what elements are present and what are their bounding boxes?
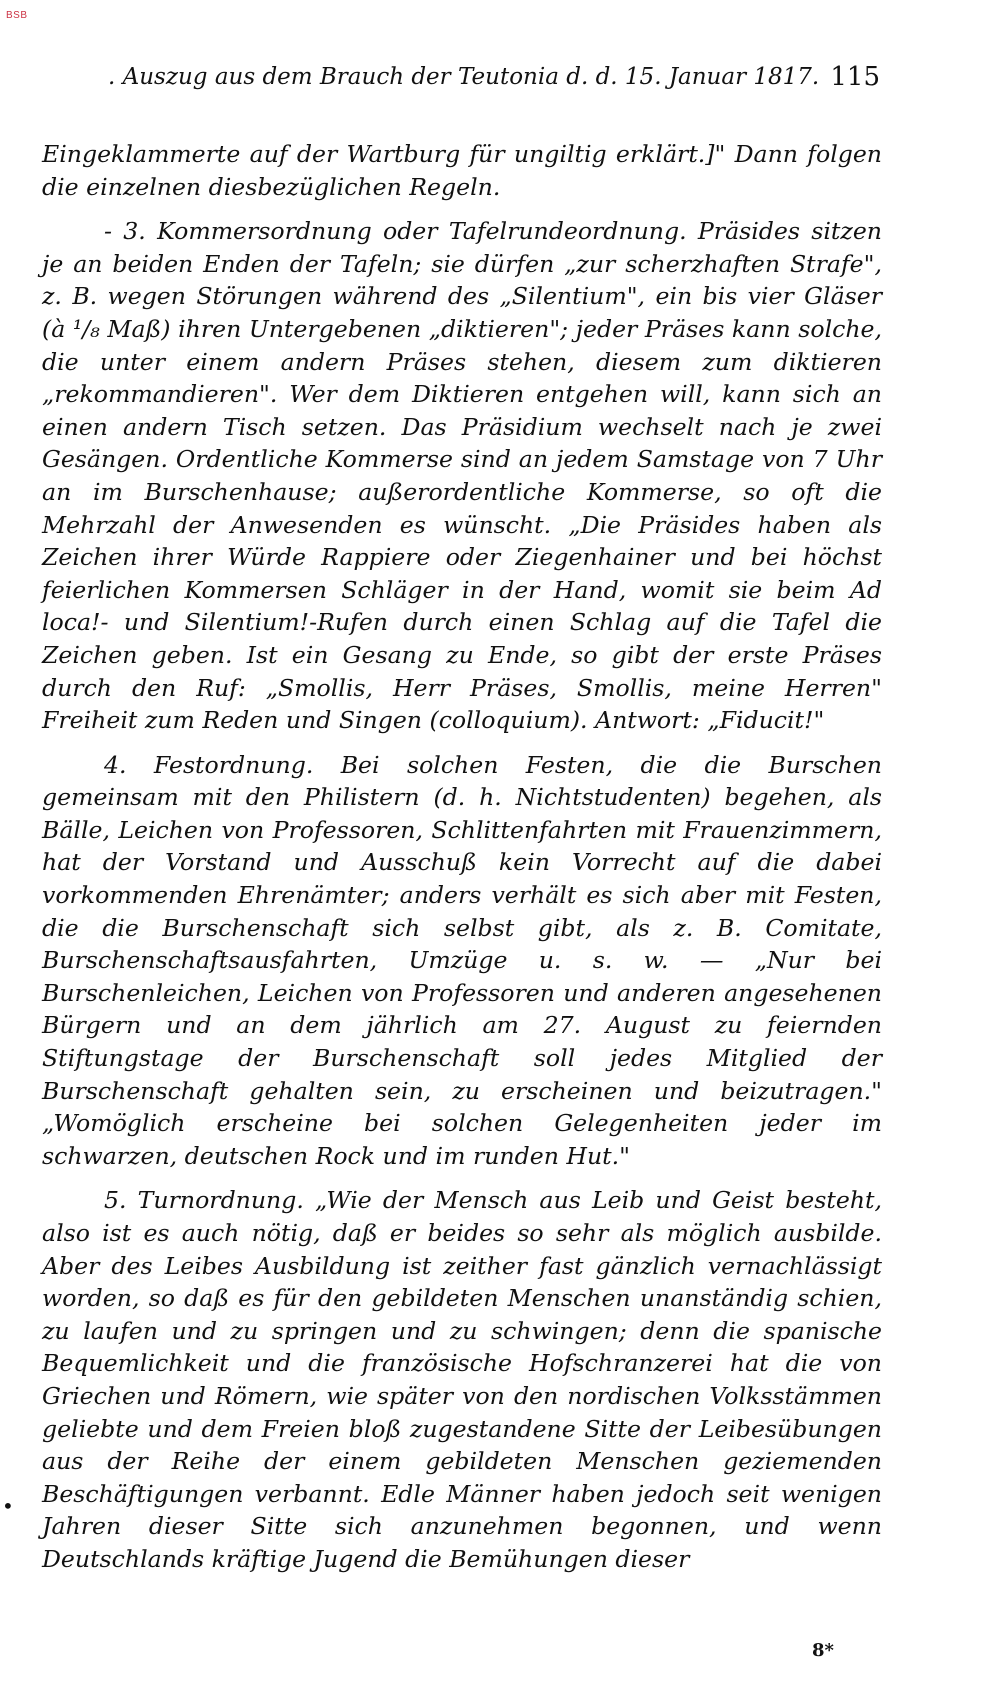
paragraph-continuation: Eingeklammerte auf der Wartburg für ungiltig erklärt.]" Dann folgen die einzelnen diesbezüglichen Regeln. (42, 140, 882, 201)
paragraph-festordnung: 4. Festordnung. Bei solchen Festen, die die Burschen gemeinsam mit den Philistern (d. h. Nichtstudenten) begehen, als Bälle, Leichen von Professoren, Schlittenfahrten mit Frauenzimmern, hat der Vorstand und Ausschuß kein Vorrecht auf die dabei vorkommenden Ehrenämter; anders verhält es sich aber mit Festen, die die Burschenschaft sich selbst gibt, als z. B. Comitate, Burschenschaftsausfahrten, Umzüge u. s. w. — „Nur bei Burschenleichen, Leichen von Professoren und anderen angesehenen Bürgern und an dem jährlich am 27. August zu feiernden Stiftungstage der Burschenschaft soll jedes Mitglied der Burschenschaft gehalten sein, zu erscheinen und beizutragen." „Womöglich erscheine bei solchen Gelegenheiten jeder im schwarzen, deutschen Rock und im runden Hut." (42, 750, 882, 1170)
paragraph-turnordnung: 5. Turnordnung. „Wie der Mensch aus Leib und Geist besteht, also ist es auch nötig, daß er beides so sehr als möglich ausbilde. Aber des Leibes Ausbildung ist zeither fast gänzlich vernachlässigt worden, so daß es für den gebildeten Menschen unanständig schien, zu laufen und zu springen und zu schwingen; denn die spanische Bequemlichkeit und die französische Hofschranzerei hat die von Griechen und Römern, wie später von den nordischen Volksstämmen geliebte und dem Freien bloß zugestandene Sitte der Leibesübungen aus der Reihe der einem gebildeten Menschen geziemenden Beschäftigungen verbannt. Edle Männer haben jedoch seit wenigen Jahren dieser Sitte sich anzunehmen begonnen, und wenn Deutschlands kräftige Jugend die Bemühungen dieser (42, 1186, 882, 1573)
body-text (42, 138, 882, 1588)
paragraph-kommersordnung: - 3. Kommersordnung oder Tafelrundeordnung. Präsides sitzen je an beiden Enden der Tafeln; sie dürfen „zur scherzhaften Strafe", z. B. wegen Störungen während des „Silentium", ein bis vier Gläser (à ¹/₈ Maß) ihren Untergebenen „diktieren"; jeder Präses kann solche, die unter einem andern Präses stehen, diesem zum diktieren „rekommandieren". Wer dem Diktieren entgehen will, kann sich an einen andern Tisch setzen. Das Präsidium wechselt nach je zwei Gesängen. Ordentliche Kommerse sind an jedem Samstage von 7 Uhr an im Burschenhause; außerordentliche Kommerse, so oft die Mehrzahl der Anwesenden es wünscht. „Die Präsides haben als Zeichen ihrer Würde Rappiere oder Ziegenhainer und bei höchst feierlichen Kommersen Schläger in der Hand, womit sie beim Ad loca!- und Silentium!-Rufen durch einen Schlag auf die Tafel die Zeichen geben. Ist ein Gesang zu Ende, so gibt der erste Präses durch den Ruf: „Smollis, Herr Präses, Smollis, meine Herren" Freiheit zum Reden und Singen (colloquium). Antwort: „Fiducit!" (42, 217, 882, 735)
margin-mark: • (2, 1494, 14, 1518)
running-header (108, 64, 880, 90)
running-title: . Auszug aus dem Brauch der Teutonia d. d. 15. Januar 1817. (108, 64, 820, 90)
signature-mark: 8* (812, 1640, 834, 1661)
library-watermark: BSB (6, 10, 28, 21)
page-number: 115 (830, 62, 880, 92)
